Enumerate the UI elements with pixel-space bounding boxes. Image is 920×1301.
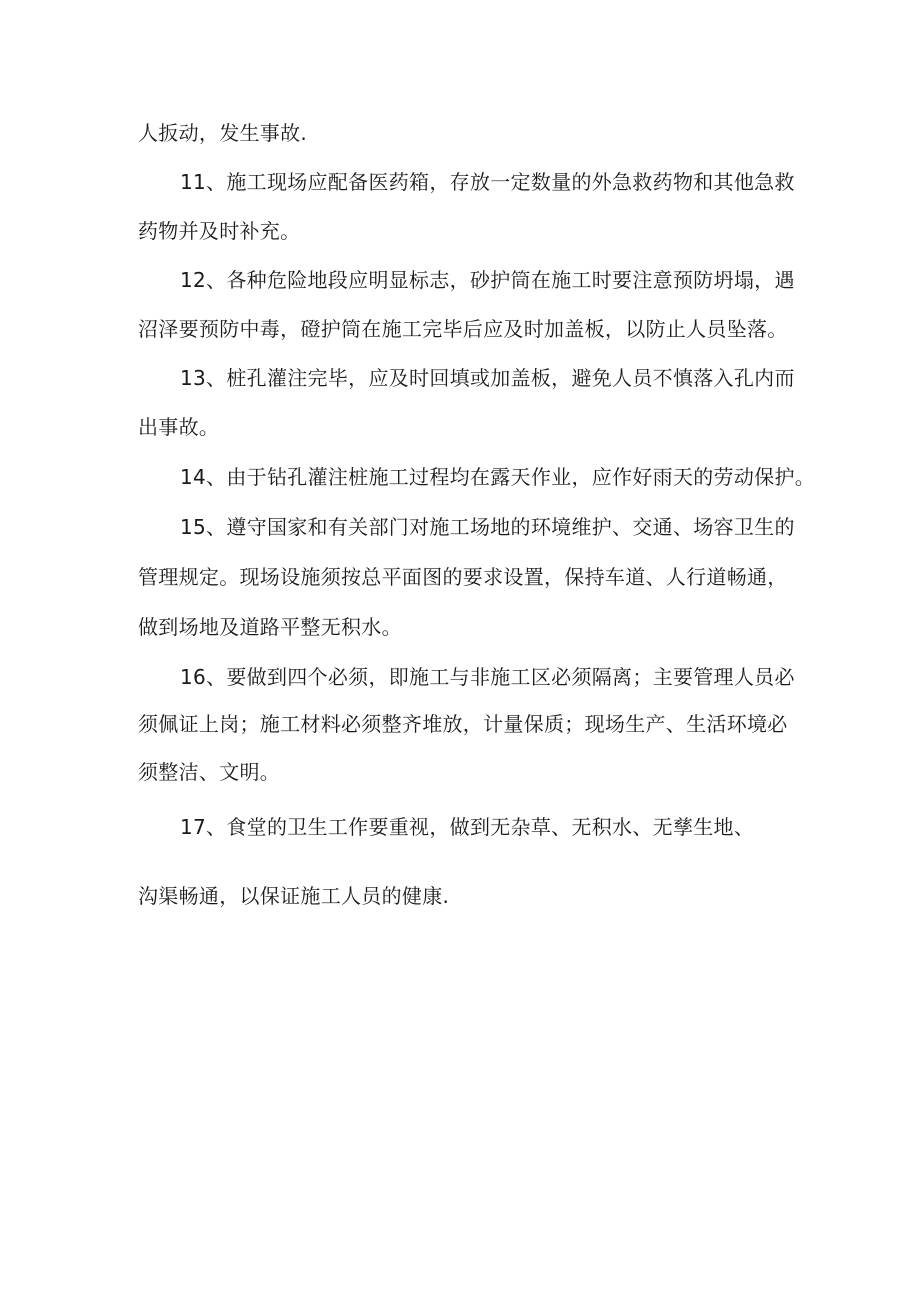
text-line: 14、由于钻孔灌注桩施工过程均在露天作业，应作好雨天的劳动保护。 [180, 465, 816, 489]
text-line: 13、桩孔灌注完毕，应及时回填或加盖板，避免人员不慎落入孔内而 [180, 366, 795, 390]
text-line: 药物并及时补充。 [138, 219, 301, 243]
text-line: 须整洁、文明。 [138, 760, 281, 784]
text-line: 15、遵守国家和有关部门对施工场地的环境维护、交通、场容卫生的 [180, 515, 795, 539]
text-line: 人扳动，发生事故. [138, 121, 308, 145]
text-line: 12、各种危险地段应明显标志，砂护筒在施工时要注意预防坍塌，遇 [180, 268, 795, 292]
text-line: 17、食堂的卫生工作要重视，做到无杂草、无积水、无孳生地、 [180, 815, 755, 839]
text-line: 须佩证上岗；施工材料必须整齐堆放，计量保质；现场生产、生活环境必 [138, 712, 788, 736]
text-line: 沟渠畅通，以保证施工人员的健康. [138, 884, 450, 908]
text-line: 11、施工现场应配备医药箱，存放一定数量的外急救药物和其他急救 [180, 170, 795, 194]
text-line: 出事故。 [138, 415, 220, 439]
text-line: 16、要做到四个必须，即施工与非施工区必须隔离；主要管理人员必 [180, 665, 795, 689]
text-line: 做到场地及道路平整无积水。 [138, 615, 402, 639]
text-line: 沼泽要预防中毒，磴护筒在施工完毕后应及时加盖板，以防止人员坠落。 [138, 317, 788, 341]
text-line: 管理规定。现场设施须按总平面图的要求设置，保持车道、人行道畅通， [138, 565, 788, 589]
